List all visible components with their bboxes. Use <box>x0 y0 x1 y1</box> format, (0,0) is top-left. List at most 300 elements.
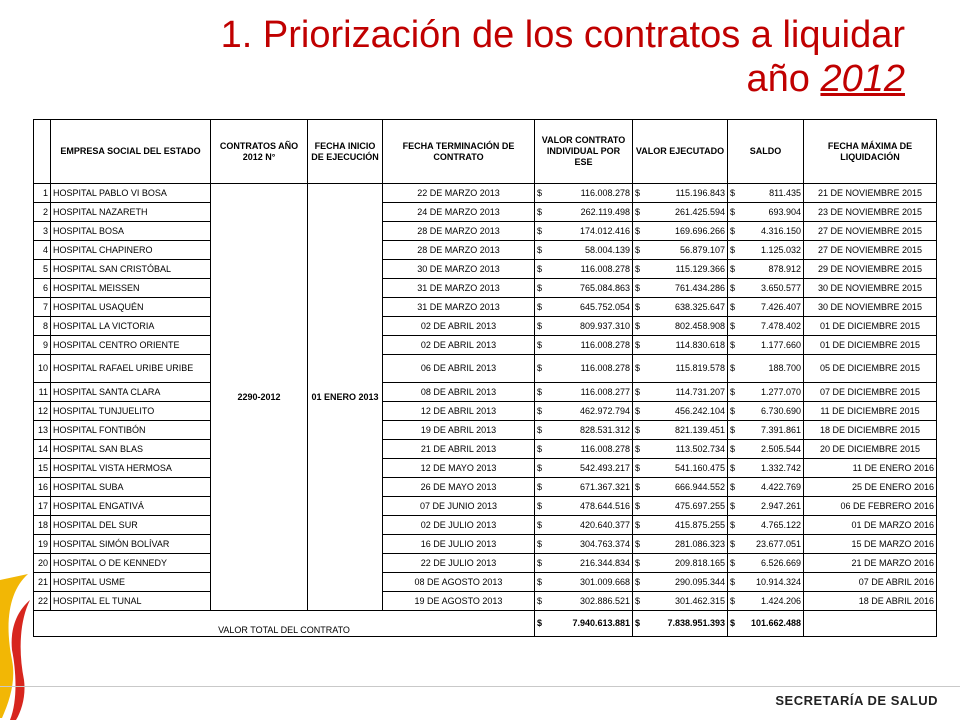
row-index: 2 <box>34 203 51 222</box>
saldo <box>728 573 804 592</box>
currency-symbol: $ <box>730 576 736 587</box>
table-row <box>34 317 937 336</box>
currency-symbol: $ <box>537 462 543 473</box>
currency-symbol: $ <box>730 320 736 331</box>
valor-contrato-value: 645.752.054 <box>579 301 630 312</box>
fecha-maxima: 21 DE MARZO 2016 <box>804 554 937 573</box>
valor-ejecutado <box>633 516 728 535</box>
hospital-name: HOSPITAL CENTRO ORIENTE <box>51 336 211 355</box>
valor-contrato-value: 116.008.278 <box>580 187 630 198</box>
hospital-name: HOSPITAL LA VICTORIA <box>51 317 211 336</box>
currency-symbol: $ <box>730 301 736 312</box>
valor-ejecutado-value: 802.458.908 <box>674 320 725 331</box>
title-year: 2012 <box>820 58 905 100</box>
valor-ejecutado-value: 821.139.451 <box>674 424 725 435</box>
currency-symbol: $ <box>730 500 736 511</box>
saldo <box>728 355 804 383</box>
contract-number: 2290-2012 <box>211 184 308 611</box>
saldo-value: 6.730.690 <box>760 405 801 416</box>
currency-symbol: $ <box>537 301 543 312</box>
valor-contrato <box>535 478 633 497</box>
valor-contrato-value: 174.012.416 <box>579 225 630 236</box>
fecha-maxima: 20 DE DICIEMBRE 2015 <box>804 440 937 459</box>
table-row <box>34 516 937 535</box>
currency-symbol: $ <box>537 538 543 549</box>
valor-contrato-value: 302.886.521 <box>579 595 630 606</box>
row-index: 6 <box>34 279 51 298</box>
currency-symbol: $ <box>730 462 736 473</box>
valor-ejecutado-value: 281.086.323 <box>674 538 725 549</box>
saldo-value: 1.277.070 <box>760 386 801 397</box>
fecha-maxima: 01 DE MARZO 2016 <box>804 516 937 535</box>
valor-contrato <box>535 260 633 279</box>
end-date: 12 DE ABRIL 2013 <box>383 402 535 421</box>
currency-symbol: $ <box>537 557 543 568</box>
hospital-name: HOSPITAL USAQUÉN <box>51 298 211 317</box>
row-index: 17 <box>34 497 51 516</box>
header-contratos: CONTRATOS AÑO 2012 N° <box>211 120 308 184</box>
saldo-value: 3.650.577 <box>760 282 801 293</box>
currency-symbol: $ <box>730 424 736 435</box>
hospital-name: HOSPITAL TUNJUELITO <box>51 402 211 421</box>
hospital-name: HOSPITAL ENGATIVÁ <box>51 497 211 516</box>
currency-symbol: $ <box>537 576 543 587</box>
currency-symbol: $ <box>635 282 641 293</box>
hospital-name: HOSPITAL SIMÓN BOLÍVAR <box>51 535 211 554</box>
saldo-value: 4.765.122 <box>760 519 801 530</box>
hospital-name: HOSPITAL CHAPINERO <box>51 241 211 260</box>
valor-contrato <box>535 421 633 440</box>
header-index <box>34 120 51 184</box>
saldo-value: 7.426.407 <box>760 301 801 312</box>
saldo-value: 23.677.051 <box>755 538 801 549</box>
end-date: 28 DE MARZO 2013 <box>383 222 535 241</box>
valor-ejecutado <box>633 317 728 336</box>
fecha-maxima: 15 DE MARZO 2016 <box>804 535 937 554</box>
row-index: 11 <box>34 383 51 402</box>
valor-contrato-value: 542.493.217 <box>579 462 630 473</box>
currency-symbol: $ <box>730 519 736 530</box>
fecha-maxima: 11 DE DICIEMBRE 2015 <box>804 402 937 421</box>
valor-ejecutado <box>633 459 728 478</box>
total-blank-cell <box>804 611 937 637</box>
valor-contrato <box>535 317 633 336</box>
table-row <box>34 402 937 421</box>
currency-symbol: $ <box>537 225 543 236</box>
row-index: 20 <box>34 554 51 573</box>
hospital-name: HOSPITAL USME <box>51 573 211 592</box>
valor-contrato-value: 304.763.374 <box>579 538 630 549</box>
row-index: 13 <box>34 421 51 440</box>
hospital-name: HOSPITAL SAN BLAS <box>51 440 211 459</box>
end-date: 08 DE AGOSTO 2013 <box>383 573 535 592</box>
fecha-maxima: 01 DE DICIEMBRE 2015 <box>804 336 937 355</box>
fecha-maxima: 27 DE NOVIEMBRE 2015 <box>804 241 937 260</box>
saldo <box>728 516 804 535</box>
table-row <box>34 203 937 222</box>
start-date: 01 ENERO 2013 <box>308 184 383 611</box>
currency-symbol: $ <box>730 538 736 549</box>
hospital-name: HOSPITAL MEISSEN <box>51 279 211 298</box>
table-row <box>34 478 937 497</box>
saldo <box>728 440 804 459</box>
valor-ejecutado <box>633 592 728 611</box>
saldo-value: 2.947.261 <box>760 500 801 511</box>
hospital-name: HOSPITAL PABLO VI BOSA <box>51 184 211 203</box>
currency-symbol: $ <box>537 481 543 492</box>
hospital-name: HOSPITAL SUBA <box>51 478 211 497</box>
valor-ejecutado-value: 761.434.286 <box>674 282 725 293</box>
title-line-1: 1. Priorización de los contratos a liquidar <box>220 14 905 56</box>
fecha-maxima: 11 DE ENERO 2016 <box>804 459 937 478</box>
valor-contrato-value: 301.009.668 <box>579 576 630 587</box>
hospital-name: HOSPITAL NAZARETH <box>51 203 211 222</box>
row-index: 5 <box>34 260 51 279</box>
saldo-value: 1.177.660 <box>760 339 801 350</box>
hospital-name: HOSPITAL SANTA CLARA <box>51 383 211 402</box>
valor-contrato <box>535 535 633 554</box>
valor-ejecutado-value: 290.095.344 <box>674 576 725 587</box>
saldo-value: 693.904 <box>768 206 801 217</box>
hospital-name: HOSPITAL DEL SUR <box>51 516 211 535</box>
valor-contrato-value: 809.937.310 <box>579 320 630 331</box>
valor-ejecutado <box>633 383 728 402</box>
currency-symbol: $ <box>730 443 736 454</box>
table-row <box>34 241 937 260</box>
fecha-maxima: 18 DE ABRIL 2016 <box>804 592 937 611</box>
row-index: 19 <box>34 535 51 554</box>
row-index: 10 <box>34 355 51 383</box>
valor-contrato-value: 116.008.278 <box>580 443 630 454</box>
saldo-value: 7.478.402 <box>760 320 801 331</box>
valor-contrato-value: 116.008.278 <box>580 363 630 373</box>
valor-ejecutado <box>633 222 728 241</box>
valor-contrato <box>535 383 633 402</box>
valor-ejecutado <box>633 497 728 516</box>
currency-symbol: $ <box>730 187 736 198</box>
end-date: 26 DE MAYO 2013 <box>383 478 535 497</box>
valor-contrato-value: 116.008.278 <box>580 263 630 274</box>
saldo <box>728 421 804 440</box>
saldo <box>728 535 804 554</box>
currency-symbol: $ <box>537 424 543 435</box>
saldo-value: 1.424.206 <box>760 595 801 606</box>
currency-symbol: $ <box>730 282 736 293</box>
currency-symbol: $ <box>635 481 641 492</box>
valor-ejecutado <box>633 298 728 317</box>
currency-symbol: $ <box>537 500 543 511</box>
valor-contrato <box>535 336 633 355</box>
end-date: 24 DE MARZO 2013 <box>383 203 535 222</box>
valor-ejecutado <box>633 573 728 592</box>
valor-ejecutado-value: 115.196.843 <box>675 187 725 198</box>
row-index: 16 <box>34 478 51 497</box>
currency-symbol: $ <box>635 187 641 198</box>
total-saldo-value: 101.662.488 <box>750 618 801 628</box>
total-valor-contrato <box>535 611 633 637</box>
header-empresa: EMPRESA SOCIAL DEL ESTADO <box>51 120 211 184</box>
total-valor-ejecutado <box>633 611 728 637</box>
row-index: 8 <box>34 317 51 336</box>
saldo-value: 10.914.324 <box>755 576 801 587</box>
saldo <box>728 459 804 478</box>
currency-symbol: $ <box>635 576 641 587</box>
table-row <box>34 184 937 203</box>
row-index: 1 <box>34 184 51 203</box>
currency-symbol: $ <box>537 618 543 628</box>
total-valor-contrato-value: 7.940.613.881 <box>572 618 630 628</box>
end-date: 22 DE MARZO 2013 <box>383 184 535 203</box>
saldo-value: 1.332.742 <box>760 462 801 473</box>
currency-symbol: $ <box>537 405 543 416</box>
valor-contrato <box>535 440 633 459</box>
end-date: 21 DE ABRIL 2013 <box>383 440 535 459</box>
currency-symbol: $ <box>635 301 641 312</box>
header-fecha-inicio: FECHA INICIO DE EJECUCIÓN <box>308 120 383 184</box>
currency-symbol: $ <box>537 320 543 331</box>
valor-contrato <box>535 355 633 383</box>
fecha-maxima: 18 DE DICIEMBRE 2015 <box>804 421 937 440</box>
header-fecha-terminacion: FECHA TERMINACIÓN DE CONTRATO <box>383 120 535 184</box>
currency-symbol: $ <box>537 443 543 454</box>
table-row <box>34 260 937 279</box>
table-row <box>34 554 937 573</box>
currency-symbol: $ <box>537 519 543 530</box>
saldo <box>728 497 804 516</box>
valor-contrato <box>535 279 633 298</box>
saldo <box>728 279 804 298</box>
currency-symbol: $ <box>635 618 641 628</box>
table-row <box>34 355 937 383</box>
valor-ejecutado-value: 541.160.475 <box>674 462 725 473</box>
valor-ejecutado-value: 115.129.366 <box>675 263 725 274</box>
row-index: 21 <box>34 573 51 592</box>
currency-symbol: $ <box>537 339 543 350</box>
saldo <box>728 336 804 355</box>
valor-ejecutado-value: 56.879.107 <box>679 244 725 255</box>
currency-symbol: $ <box>635 462 641 473</box>
end-date: 06 DE ABRIL 2013 <box>383 355 535 383</box>
header-valor-contrato: VALOR CONTRATO INDIVIDUAL POR ESE <box>535 120 633 184</box>
valor-ejecutado-value: 114.830.618 <box>675 339 725 350</box>
currency-symbol: $ <box>635 225 641 236</box>
end-date: 02 DE JULIO 2013 <box>383 516 535 535</box>
end-date: 16 DE JULIO 2013 <box>383 535 535 554</box>
fecha-maxima: 25 DE ENERO 2016 <box>804 478 937 497</box>
currency-symbol: $ <box>635 339 641 350</box>
currency-symbol: $ <box>730 557 736 568</box>
footer-divider <box>0 686 960 687</box>
currency-symbol: $ <box>730 618 736 628</box>
saldo <box>728 592 804 611</box>
saldo <box>728 478 804 497</box>
currency-symbol: $ <box>537 263 543 274</box>
fecha-maxima: 07 DE ABRIL 2016 <box>804 573 937 592</box>
currency-symbol: $ <box>537 206 543 217</box>
saldo <box>728 241 804 260</box>
saldo <box>728 260 804 279</box>
total-valor-ejecutado-value: 7.838.951.393 <box>667 618 725 628</box>
table-row <box>34 279 937 298</box>
currency-symbol: $ <box>730 244 736 255</box>
total-row <box>34 611 937 637</box>
valor-ejecutado <box>633 279 728 298</box>
header-row <box>34 120 937 184</box>
saldo-value: 188.700 <box>768 363 801 373</box>
valor-ejecutado-value: 115.819.578 <box>675 363 725 373</box>
saldo-value: 6.526.669 <box>760 557 801 568</box>
valor-contrato <box>535 516 633 535</box>
currency-symbol: $ <box>635 500 641 511</box>
hospital-name: HOSPITAL FONTIBÓN <box>51 421 211 440</box>
currency-symbol: $ <box>730 481 736 492</box>
valor-ejecutado <box>633 355 728 383</box>
valor-contrato-value: 671.367.321 <box>579 481 630 492</box>
header-saldo: SALDO <box>728 120 804 184</box>
currency-symbol: $ <box>730 405 736 416</box>
valor-contrato-value: 478.644.516 <box>579 500 630 511</box>
valor-ejecutado <box>633 402 728 421</box>
end-date: 08 DE ABRIL 2013 <box>383 383 535 402</box>
table-row <box>34 573 937 592</box>
saldo <box>728 554 804 573</box>
saldo-value: 7.391.861 <box>760 424 801 435</box>
currency-symbol: $ <box>635 206 641 217</box>
end-date: 12 DE MAYO 2013 <box>383 459 535 478</box>
valor-ejecutado <box>633 336 728 355</box>
total-label: VALOR TOTAL DEL CONTRATO <box>34 611 535 637</box>
valor-contrato <box>535 592 633 611</box>
currency-symbol: $ <box>635 244 641 255</box>
end-date: 07 DE JUNIO 2013 <box>383 497 535 516</box>
title-line-2 <box>60 58 905 100</box>
valor-ejecutado <box>633 241 728 260</box>
valor-contrato-value: 216.344.834 <box>579 557 630 568</box>
title-prefix: año <box>746 58 821 100</box>
currency-symbol: $ <box>635 538 641 549</box>
header-valor-ejecutado: VALOR EJECUTADO <box>633 120 728 184</box>
valor-ejecutado <box>633 421 728 440</box>
fecha-maxima: 29 DE NOVIEMBRE 2015 <box>804 260 937 279</box>
valor-ejecutado <box>633 184 728 203</box>
fecha-maxima: 21 DE NOVIEMBRE 2015 <box>804 184 937 203</box>
valor-ejecutado <box>633 440 728 459</box>
saldo <box>728 184 804 203</box>
end-date: 31 DE MARZO 2013 <box>383 298 535 317</box>
saldo <box>728 383 804 402</box>
saldo <box>728 317 804 336</box>
hospital-name: HOSPITAL RAFAEL URIBE URIBE <box>51 355 211 383</box>
valor-ejecutado-value: 415.875.255 <box>674 519 725 530</box>
valor-contrato-value: 828.531.312 <box>579 424 630 435</box>
valor-contrato <box>535 222 633 241</box>
valor-contrato <box>535 184 633 203</box>
valor-contrato-value: 58.004.139 <box>584 244 630 255</box>
saldo-value: 878.912 <box>768 263 801 274</box>
end-date: 02 DE ABRIL 2013 <box>383 317 535 336</box>
valor-ejecutado <box>633 203 728 222</box>
valor-contrato <box>535 402 633 421</box>
table-row <box>34 383 937 402</box>
valor-ejecutado-value: 456.242.104 <box>674 405 725 416</box>
valor-contrato <box>535 554 633 573</box>
valor-contrato <box>535 298 633 317</box>
currency-symbol: $ <box>635 595 641 606</box>
valor-contrato <box>535 241 633 260</box>
valor-ejecutado-value: 666.944.552 <box>674 481 725 492</box>
fecha-maxima: 05 DE DICIEMBRE 2015 <box>804 355 937 383</box>
end-date: 19 DE ABRIL 2013 <box>383 421 535 440</box>
currency-symbol: $ <box>537 282 543 293</box>
row-index: 7 <box>34 298 51 317</box>
currency-symbol: $ <box>537 244 543 255</box>
currency-symbol: $ <box>537 595 543 606</box>
currency-symbol: $ <box>730 263 736 274</box>
valor-ejecutado-value: 638.325.647 <box>674 301 725 312</box>
hospital-name: HOSPITAL BOSA <box>51 222 211 241</box>
end-date: 22 DE JULIO 2013 <box>383 554 535 573</box>
row-index: 9 <box>34 336 51 355</box>
currency-symbol: $ <box>635 424 641 435</box>
row-index: 22 <box>34 592 51 611</box>
currency-symbol: $ <box>635 320 641 331</box>
table-row <box>34 336 937 355</box>
table-row <box>34 222 937 241</box>
currency-symbol: $ <box>635 443 641 454</box>
fecha-maxima: 30 DE NOVIEMBRE 2015 <box>804 298 937 317</box>
saldo-value: 1.125.032 <box>760 244 801 255</box>
row-index: 18 <box>34 516 51 535</box>
currency-symbol: $ <box>730 363 736 373</box>
currency-symbol: $ <box>635 263 641 274</box>
end-date: 31 DE MARZO 2013 <box>383 279 535 298</box>
valor-contrato <box>535 573 633 592</box>
fecha-maxima: 30 DE NOVIEMBRE 2015 <box>804 279 937 298</box>
footer-label: SECRETARÍA DE SALUD <box>775 693 938 708</box>
row-index: 4 <box>34 241 51 260</box>
valor-contrato <box>535 459 633 478</box>
valor-ejecutado <box>633 260 728 279</box>
fecha-maxima: 27 DE NOVIEMBRE 2015 <box>804 222 937 241</box>
valor-contrato-value: 116.008.277 <box>580 386 630 397</box>
saldo <box>728 298 804 317</box>
valor-ejecutado-value: 169.696.266 <box>674 225 725 236</box>
valor-ejecutado <box>633 535 728 554</box>
currency-symbol: $ <box>635 386 641 397</box>
saldo-value: 4.422.769 <box>760 481 801 492</box>
total-saldo <box>728 611 804 637</box>
hospital-name: HOSPITAL O DE KENNEDY <box>51 554 211 573</box>
header-fecha-maxima: FECHA MÁXIMA DE LIQUIDACIÓN <box>804 120 937 184</box>
valor-ejecutado <box>633 478 728 497</box>
valor-ejecutado-value: 301.462.315 <box>674 595 725 606</box>
valor-ejecutado-value: 113.502.734 <box>675 443 725 454</box>
row-index: 15 <box>34 459 51 478</box>
currency-symbol: $ <box>537 386 543 397</box>
valor-contrato-value: 262.119.498 <box>580 206 630 217</box>
valor-contrato-value: 420.640.377 <box>579 519 630 530</box>
table-row <box>34 298 937 317</box>
end-date: 19 DE AGOSTO 2013 <box>383 592 535 611</box>
row-index: 12 <box>34 402 51 421</box>
currency-symbol: $ <box>730 595 736 606</box>
hospital-name: HOSPITAL SAN CRISTÓBAL <box>51 260 211 279</box>
end-date: 02 DE ABRIL 2013 <box>383 336 535 355</box>
table-row <box>34 459 937 478</box>
end-date: 30 DE MARZO 2013 <box>383 260 535 279</box>
table-row <box>34 535 937 554</box>
table-row <box>34 592 937 611</box>
